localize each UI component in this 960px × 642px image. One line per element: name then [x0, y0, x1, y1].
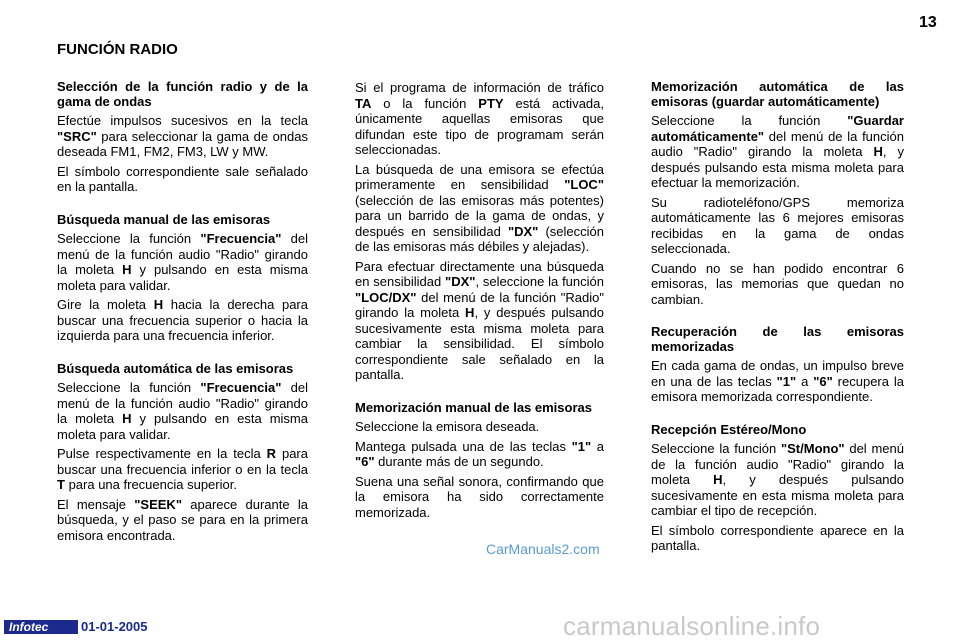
watermark-site: CarManuals2.com [486, 541, 600, 557]
paragraph: Seleccione la función "Frecuencia" del menú de la función audio "Radio" girando la moleta H y pulsando en esta misma moleta para validar. [57, 231, 308, 293]
page-title: FUNCIÓN RADIO [57, 41, 178, 58]
column-middle [355, 80, 604, 524]
paragraph: Para efectuar directamente una búsqueda en sensibilidad "DX", seleccione la función "LOC/DX" del menú de la función "Radio" girando la moleta H, y después pulsando sucesivamente esta misma moleta para cambiar la sensibilidad. El símbolo correspondiente sale señalado en la pantalla. [355, 258, 604, 382]
paragraph: El símbolo correspondiente aparece en la pantalla. [651, 522, 904, 553]
section-heading-busqueda-manual: Búsqueda manual de las emisoras [57, 211, 271, 227]
paragraph: Seleccione la función "Frecuencia" del menú de la función audio "Radio" girando la moleta H y pulsando en esta misma moleta para validar. [57, 380, 308, 442]
paragraph: Mantega pulsada una de las teclas "1" a "6" durante más de un segundo. [355, 438, 605, 469]
paragraph: Suena una señal sonora, confirmando que la emisora ha sido correctamente memorizada. [355, 473, 604, 520]
section-heading-busqueda-automatica: Búsqueda automática de las emisoras [57, 360, 294, 376]
paragraph: El mensaje "SEEK" aparece durante la búsqueda, y el paso se para en la primera emisora encontrada. [57, 496, 308, 543]
paragraph: Gire la moleta H hacia la derecha para buscar una frecuencia superior o hacia la izquierda para una frecuencia inferior. [57, 297, 308, 343]
paragraph: Pulse respectivamente en la tecla R para buscar una frecuencia inferior o en la tecla T para una frecuencia superior. [57, 446, 308, 492]
section-heading-memorizacion-automatica: Memorización automática de las emisoras (guardar automáticamente) [651, 79, 904, 109]
section-heading-recepcion-estereo: Recepción Estéreo/Mono [651, 421, 807, 437]
page-number: 13 [919, 14, 937, 31]
watermark-bottom: carmanualsonline.info [563, 611, 821, 641]
column-left [57, 80, 308, 547]
paragraph: Su radioteléfono/GPS memoriza automáticamente las 6 mejores emisoras recibidas en la gama de ondas seleccionada. [651, 194, 904, 256]
paragraph: Seleccione la función "St/Mono" del menú de la función audio "Radio" girando la moleta H, y después pulsando sucesivamente en esta misma moleta para cambiar el tipo de recepción. [651, 441, 904, 518]
footer-date: 01-01-2005 [81, 619, 148, 634]
paragraph: La búsqueda de una emisora se efectúa primeramente en sensibilidad "LOC" (selección de las emisoras más potentes) para un barrido de la gama de ondas, y después en sensibilidad "DX" (selección de las emisoras más débiles y alejadas). [355, 161, 604, 254]
paragraph: En cada gama de ondas, un impulso breve en una de las teclas "1" a "6" recupera la emisora memorizada correspondiente. [651, 358, 904, 404]
paragraph: Si el programa de información de tráfico TA o la función PTY está activada, únicamente aquellas emisoras que difundan este tipo de programam serán seleccionadas. [355, 80, 604, 157]
paragraph: Cuando no se han podido encontrar 6 emisoras, las memorias que quedan no cambian. [651, 260, 904, 307]
section-heading-memorizacion-manual: Memorización manual de las emisoras [355, 399, 592, 415]
section-heading-seleccion: Selección de la función radio y de la gama de ondas [57, 79, 308, 109]
paragraph: Seleccione la función "Guardar automáticamente" del menú de la función audio "Radio" girando la moleta H, y después pulsando esta misma moleta para efectuar la memorización. [651, 113, 904, 190]
column-right [651, 80, 904, 558]
section-heading-recuperacion: Recuperación de las emisoras memorizadas [651, 324, 904, 354]
paragraph: Efectúe impulsos sucesivos en la tecla "SRC" para seleccionar la gama de ondas deseada FM1, FM2, FM3, LW y MW. [57, 113, 308, 159]
paragraph: Seleccione la emisora deseada. [355, 419, 540, 434]
infotec-logo: Infotec [4, 620, 78, 634]
paragraph: El símbolo correspondiente sale señalado en la pantalla. [57, 163, 308, 194]
